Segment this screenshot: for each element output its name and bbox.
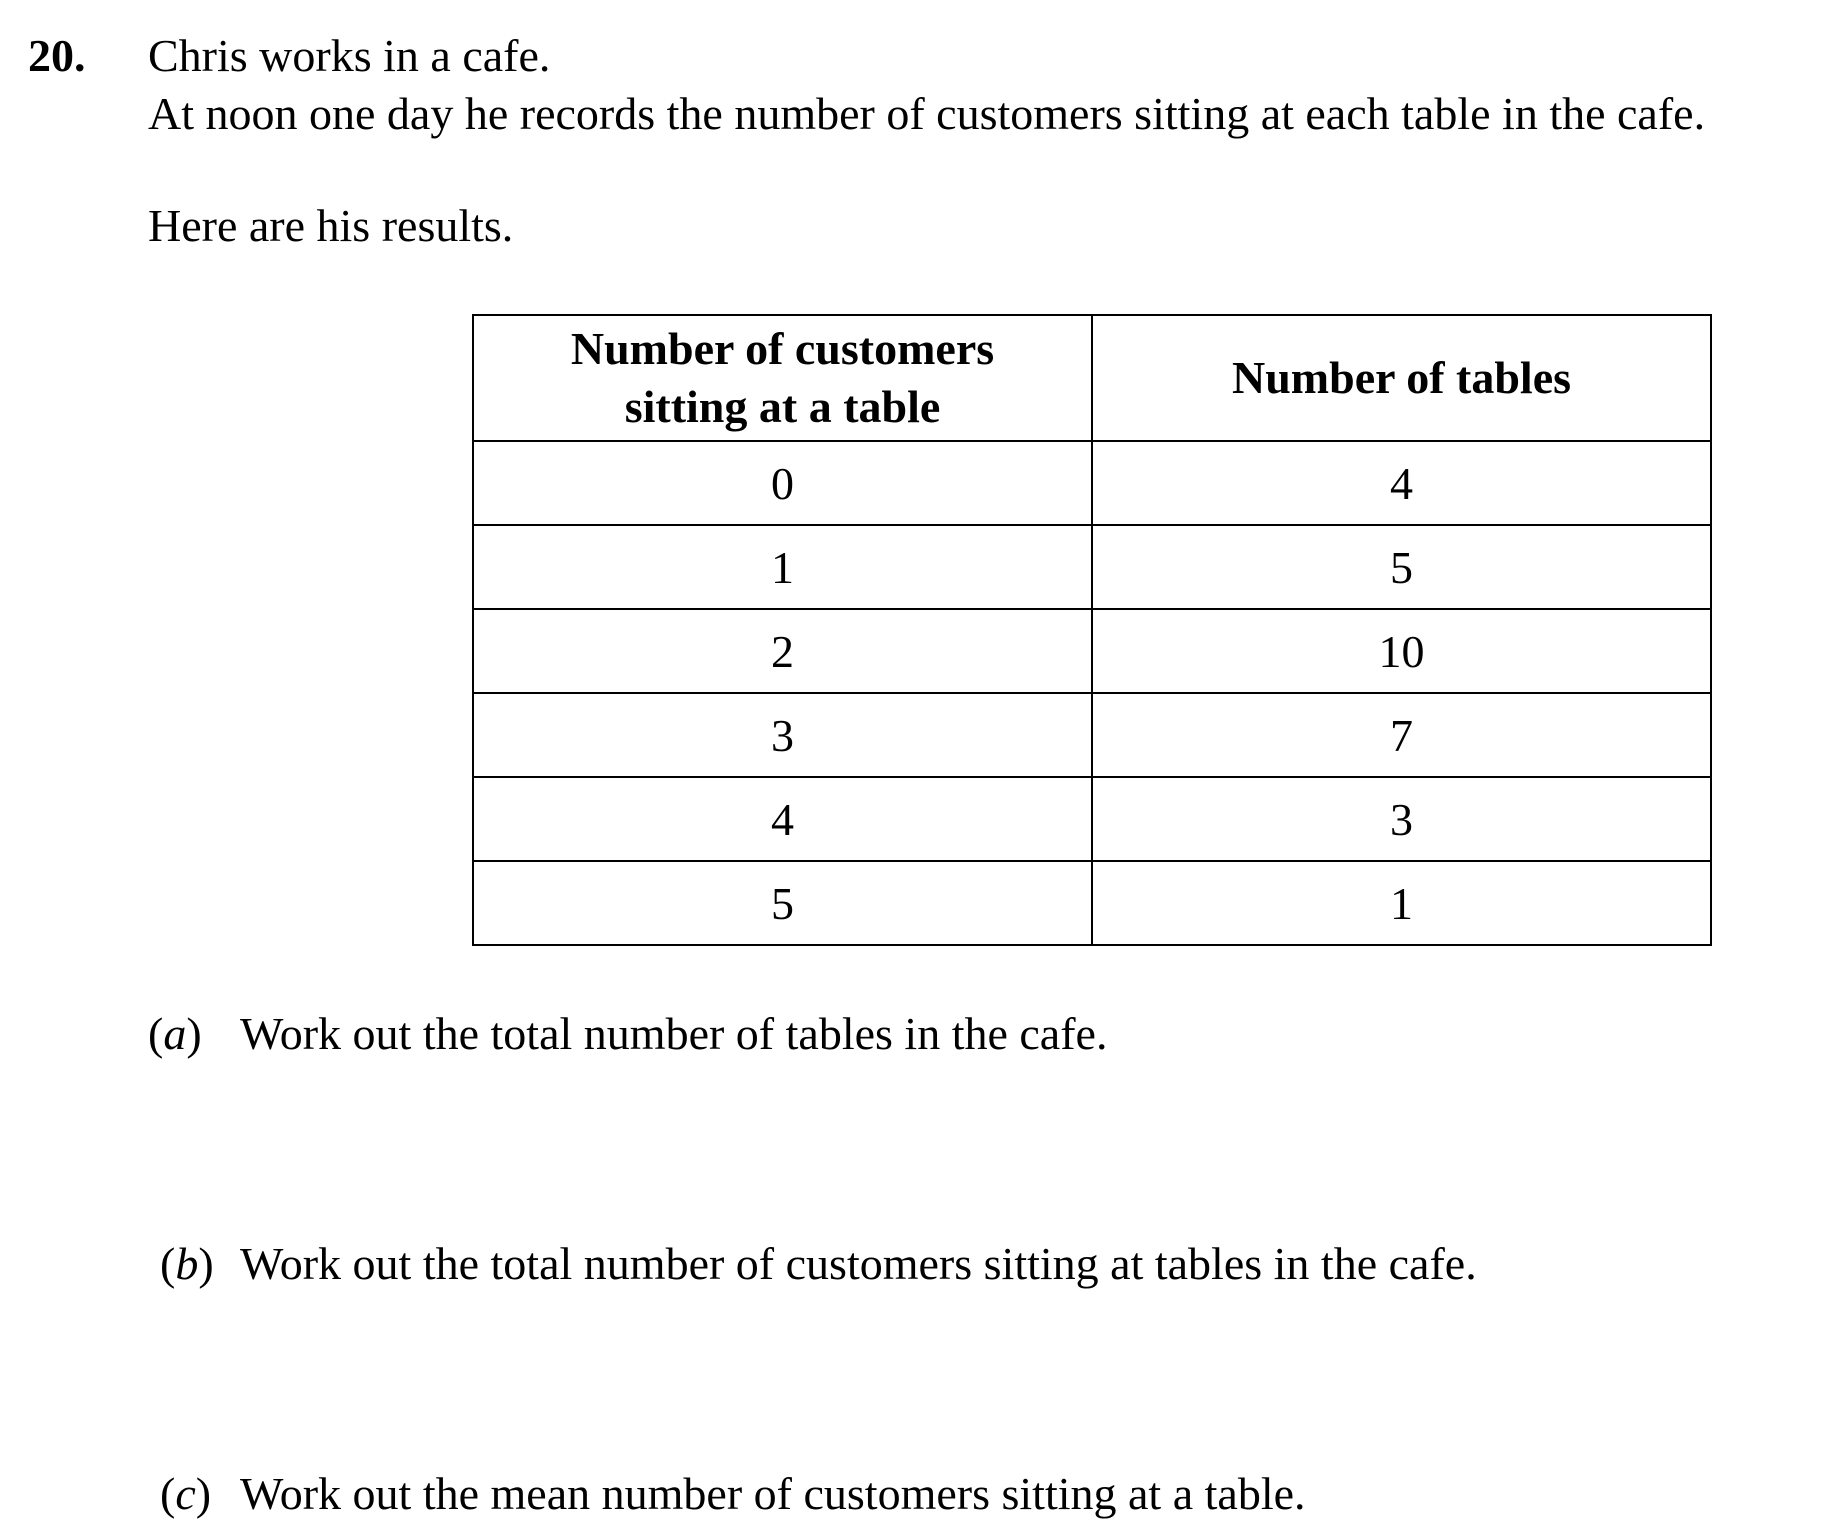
part-c — [160, 1464, 1306, 1524]
part-c-close-paren: ) — [195, 1468, 212, 1519]
question-intro-line-2: At noon one day he records the number of customers sitting at each table in the cafe. — [148, 88, 1706, 139]
cell-tables: 4 — [1092, 441, 1711, 525]
cell-customers: 1 — [473, 525, 1092, 609]
results-table — [472, 314, 1712, 946]
part-b — [160, 1234, 1477, 1294]
cell-customers: 5 — [473, 861, 1092, 945]
cell-tables: 10 — [1092, 609, 1711, 693]
part-a-open-paren: ( — [148, 1008, 164, 1059]
question-intro-line-1: Chris works in a cafe. — [148, 30, 551, 81]
cell-customers: 3 — [473, 693, 1092, 777]
table-row — [473, 693, 1711, 777]
part-a-label — [148, 1004, 240, 1064]
part-b-close-paren: ) — [198, 1238, 214, 1289]
table-row — [473, 441, 1711, 525]
part-a-close-paren: ) — [186, 1008, 202, 1059]
header-customers-line-1: Number of customers — [570, 323, 995, 374]
table-row — [473, 861, 1711, 945]
cell-tables: 5 — [1092, 525, 1711, 609]
cell-customers: 0 — [473, 441, 1092, 525]
part-a — [148, 1004, 1107, 1064]
cell-tables: 1 — [1092, 861, 1711, 945]
part-b-label — [160, 1234, 240, 1294]
cell-tables: 3 — [1092, 777, 1711, 861]
part-b-text: Work out the total number of customers sitting at tables in the cafe. — [240, 1238, 1477, 1289]
cell-tables: 7 — [1092, 693, 1711, 777]
part-c-label — [160, 1464, 240, 1524]
header-tables: Number of tables — [1092, 315, 1711, 441]
header-customers-line-2: sitting at a table — [624, 381, 941, 432]
part-a-letter: a — [163, 1008, 187, 1059]
question-intro-line-3: Here are his results. — [148, 200, 514, 251]
table-row — [473, 609, 1711, 693]
part-b-letter: b — [175, 1238, 199, 1289]
part-b-open-paren: ( — [160, 1238, 176, 1289]
cell-customers: 4 — [473, 777, 1092, 861]
table-row — [473, 525, 1711, 609]
table-row — [473, 777, 1711, 861]
cell-customers: 2 — [473, 609, 1092, 693]
table-header-row — [473, 315, 1711, 441]
part-c-open-paren: ( — [160, 1468, 176, 1519]
part-c-letter: c — [175, 1468, 196, 1519]
question-number: 20. — [28, 30, 86, 81]
part-c-text: Work out the mean number of customers sitting at a table. — [240, 1468, 1306, 1519]
part-a-text: Work out the total number of tables in the cafe. — [240, 1008, 1108, 1059]
header-customers — [473, 315, 1092, 441]
